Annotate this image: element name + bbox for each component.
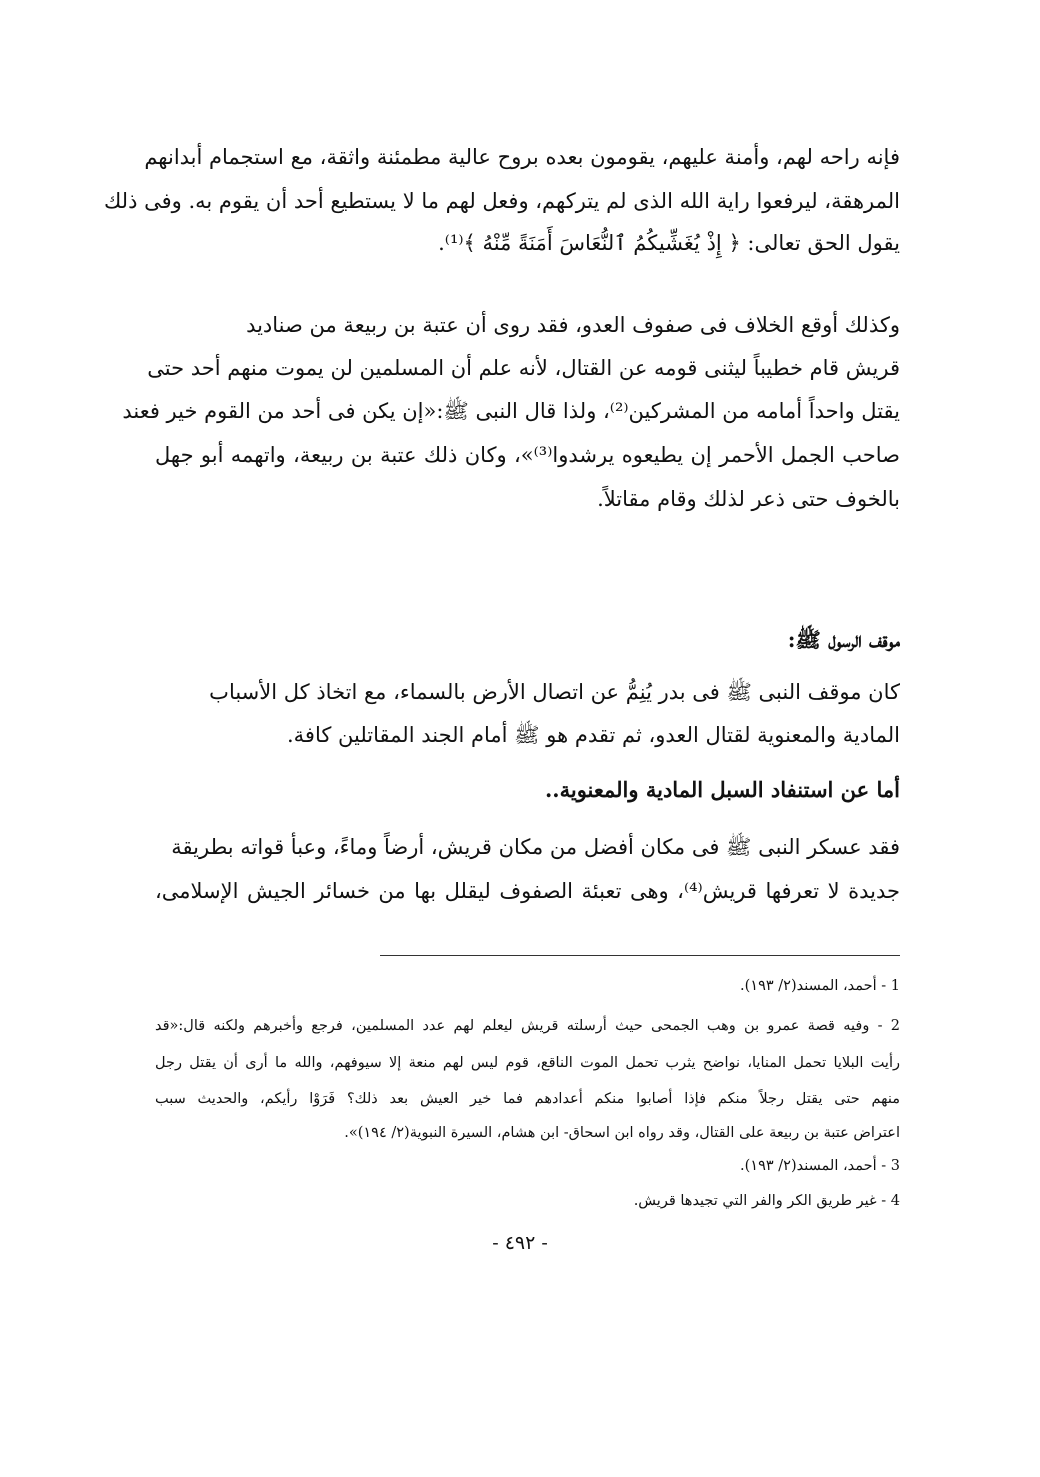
footnote-separator — [380, 955, 900, 956]
footnote: رأيت البلايا تحمل المنايا، نواضح يثرب تحمل الموت الناقع، قوم ليس لهم منعة إلا سيوفهم، والله ما أرى أن يقتل رجل — [155, 1055, 900, 1071]
quran-verse-line: يقول الحق تعالى: ﴿ إِذْ يُغَشِّيكُمُ ٱلنُّعَاسَ أَمَنَةً مِّنْهُ ﴾⁽¹⁾. — [438, 231, 900, 255]
text-line: صاحب الجمل الأحمر إن يطيعوه يرشدوا⁽³⁾»، وكان ذلك عتبة بن ربيعة، واتهمه أبو جهل — [155, 443, 900, 467]
page-number: - ٤٩٢ - — [492, 1232, 548, 1254]
footnote: 3 - أحمد، المسند(٢/ ١٩٣). — [740, 1158, 900, 1174]
text-line: كان موقف النبى ﷺ فى بدر يُنِمُّ عن اتصال الأرض بالسماء، مع اتخاذ كل الأسباب — [209, 680, 900, 704]
footnote: 1 - أحمد، المسند(٢/ ١٩٣). — [740, 978, 900, 994]
text-line: فقد عسكر النبى ﷺ فى مكان أفضل من مكان قريش، أرضاً وماءً، وعبأ قواته بطريقة — [171, 835, 900, 859]
footnote: اعتراض عتبة بن ربيعة على القتال، وقد رواه ابن اسحاق- ابن هشام، السيرة النبوية(٢/ ١٩٤)». — [344, 1125, 900, 1141]
footnote: 4 - غير طريق الكر والفر التي تجيدها قريش. — [633, 1193, 900, 1209]
text-line: المادية والمعنوية لقتال العدو، ثم تقدم هو ﷺ أمام الجند المقاتلين كافة. — [286, 723, 900, 747]
text-line: فإنه راحه لهم، وأمنة عليهم، يقومون بعده بروح عالية مطمئنة واثقة، مع استجمام أبدانهم — [144, 145, 900, 169]
section-heading: موقف الرسول ﷺ: — [787, 627, 900, 652]
footnote: 2 - وفيه قصة عمرو بن وهب الجمحى حيث أرسلته قريش ليعلم لهم عدد المسلمين، فرجع وأخبرهم ولكنه قال:«قد — [155, 1018, 900, 1034]
text-line: قريش قام خطيباً ليثنى قومه عن القتال، لأنه علم أن المسلمين لن يموت منهم أحد حتى — [147, 356, 900, 380]
text-line: وكذلك أوقع الخلاف فى صفوف العدو، فقد روى أن عتبة بن ربيعة من صناديد — [246, 313, 900, 337]
subheading: أما عن استنفاد السبل المادية والمعنوية.. — [544, 777, 900, 802]
text-line: جديدة لا تعرفها قريش⁽⁴⁾، وهى تعبئة الصفوف ليقلل بها من خسائر الجيش الإسلامى، — [155, 879, 900, 903]
text-line: بالخوف حتى ذعر لذلك وقام مقاتلاً. — [597, 487, 900, 511]
text-line: يقتل واحداً أمامه من المشركين⁽²⁾، ولذا قال النبى ﷺ:«إن يكن فى أحد من القوم خير فعند — [122, 399, 900, 423]
footnote: منهم حتى يقتل رجلاً منكم فإذا أصابوا منكم أعدادهم فما خير العيش بعد ذلك؟ فَرَوْا رأيكم، والحديث سبب — [155, 1091, 900, 1107]
text-line: المرهقة، ليرفعوا راية الله الذى لم يتركهم، وفعل لهم ما لا يستطيع أحد أن يقوم به. وفى ذلك — [103, 189, 900, 213]
